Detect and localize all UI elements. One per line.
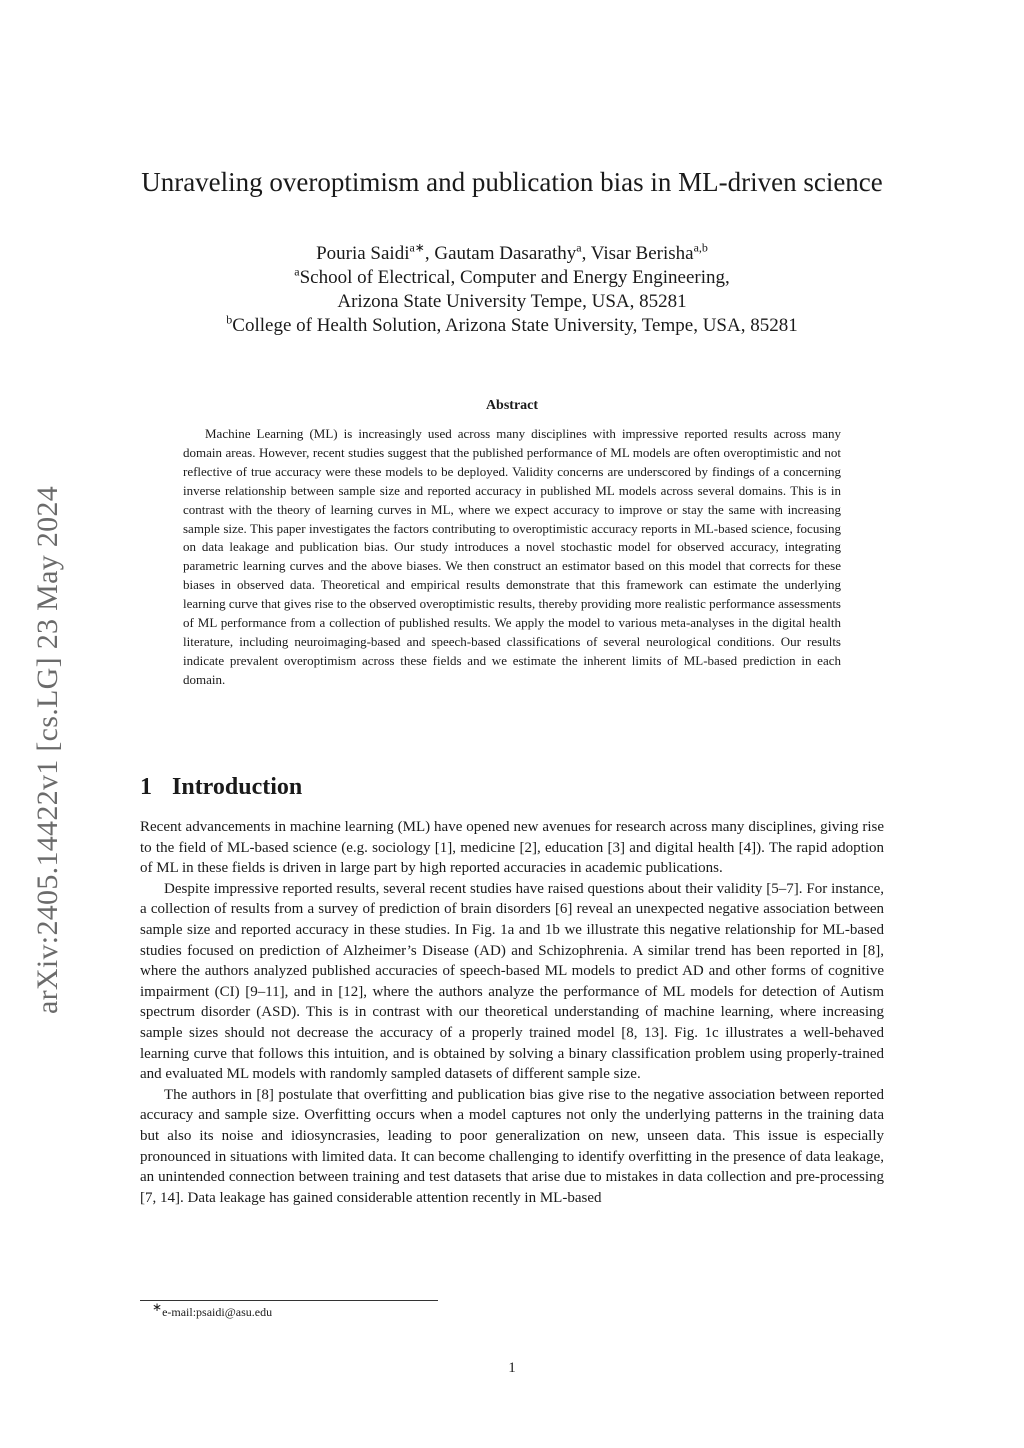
paragraph: Recent advancements in machine learning (ML) have opened new avenues for research across many disciplines, giving rise to the field of ML-based science (e.g. sociology [1], medicine [2], education [3] and digital health [4]). The rapid adoption of ML in these fields is driven in large part by high reported accuracies in academic publications. (140, 819, 884, 877)
affiliation-b (140, 314, 884, 338)
author-affiliation-mark: a∗ (409, 240, 425, 255)
footnote-text: e-mail:psaidi@asu.edu (162, 1305, 273, 1319)
paragraph: Despite impressive reported results, several recent studies have raised questions about their validity [5–7]. For instance, a collection of results from a survey of prediction of brain disorders [6] reveal an unexpected negative association between sample size and reported accuracy in these studies. In Fig. 1a and 1b we illustrate this negative relationship for ML-based studies focused on prediction of Alzheimer’s Disease (AD) and Schizophrenia. A similar trend has been reported in [8], where the authors analyzed published accuracies of speech-based ML models to predict AD and other forms of cognitive impairment (CI) [9–11], and in [12], where the authors analyze the performance of ML models for detection of Autism spectrum disorder (ASD). This is in contrast with our theoretical understanding of machine learning, where increasing sample sizes should not decrease the accuracy of a properly trained model [8, 13]. Fig. 1c illustrates a well-behaved learning curve that follows this intuition, and is obtained by solving a binary classification problem using properly-trained and evaluated ML models with randomly sampled datasets of different sample size. (140, 880, 884, 1083)
section-title: Introduction (172, 774, 303, 800)
affiliation-mark: b (226, 312, 233, 327)
affiliation-mark: a (294, 264, 300, 279)
author-line (140, 242, 884, 266)
paragraph: The authors in [8] postulate that overfitting and publication bias give rise to the negative association between reported accuracy and sample size. Overfitting occurs when a model captures not only the underlying patterns in the training data but also its noise and idiosyncrasies, leading to poor generalization on new, unseen data. This issue is especially pronounced in situations with limited data. It can become challenging to identify overfitting in the presence of data leakage, an unintended connection between training and test datasets that arise due to mistakes in data collection and pre-processing [7, 14]. Data leakage has gained considerable attention recently in ML-based (140, 1086, 884, 1206)
section-heading (140, 774, 302, 801)
author-name: , Visar Berisha (581, 243, 694, 264)
author-name: Pouria Saidi (316, 243, 410, 264)
arxiv-sidebar-stamp (18, 440, 78, 1060)
author-affiliation-mark: a (576, 240, 582, 255)
affiliation-text: College of Health Solution, Arizona State University, Tempe, USA, 85281 (232, 315, 798, 336)
abstract-heading: Abstract (485, 398, 539, 413)
page-number: 1 (508, 1360, 516, 1376)
author-name: , Gautam Dasarathy (424, 243, 577, 264)
footnote-marker: ∗ (152, 1300, 163, 1314)
abstract-text: Machine Learning (ML) is increasingly used across many disciplines with impressive reported results across many domain areas. However, recent studies suggest that the published performance of ML models are often overoptimistic and not reflective of true accuracy were these models to be deployed. Validity concerns are underscored by findings of a concerning inverse relationship between sample size and reported accuracy in published ML models across several domains. This is in contrast with the theory of learning curves in ML, where we expect accuracy to improve or stay the same with increasing sample size. This paper investigates the factors contributing to overoptimistic accuracy reports in ML-based science, focusing on data leakage and publication bias. Our study introduces a novel stochastic model for observed accuracy, integrating parametric learning curves and the above biases. We then construct an estimator based on this model that corrects for these biases in observed data. Theoretical and empirical results demonstrate that this framework can estimate the underlying learning curve that gives rise to the observed overoptimistic results, thereby providing more realistic performance assessments of ML performance from a collection of published results. We apply the model to various meta-analyses in the digital health literature, including neuroimaging-based and speech-based classifications of several neurological conditions. Our results indicate prevalent overoptimism across these fields and we estimate the inherent limits of ML-based prediction in each domain. (183, 426, 841, 687)
author-affiliation-mark: a,b (693, 240, 708, 255)
author-block (140, 242, 884, 338)
footnote (152, 1300, 273, 1320)
body-text (140, 817, 884, 1208)
affiliation-a-line2: Arizona State University Tempe, USA, 85281 (337, 291, 687, 312)
affiliation-a (140, 266, 884, 290)
footnote-rule (140, 1300, 438, 1301)
arxiv-identifier: arXiv:2405.14422v1 [cs.LG] 23 May 2024 (31, 486, 64, 1014)
paper-title: Unraveling overoptimism and publication bias in ML-driven science (141, 167, 883, 198)
section-number: 1 (140, 774, 152, 800)
affiliation-text: School of Electrical, Computer and Energy Engineering, (299, 267, 730, 288)
